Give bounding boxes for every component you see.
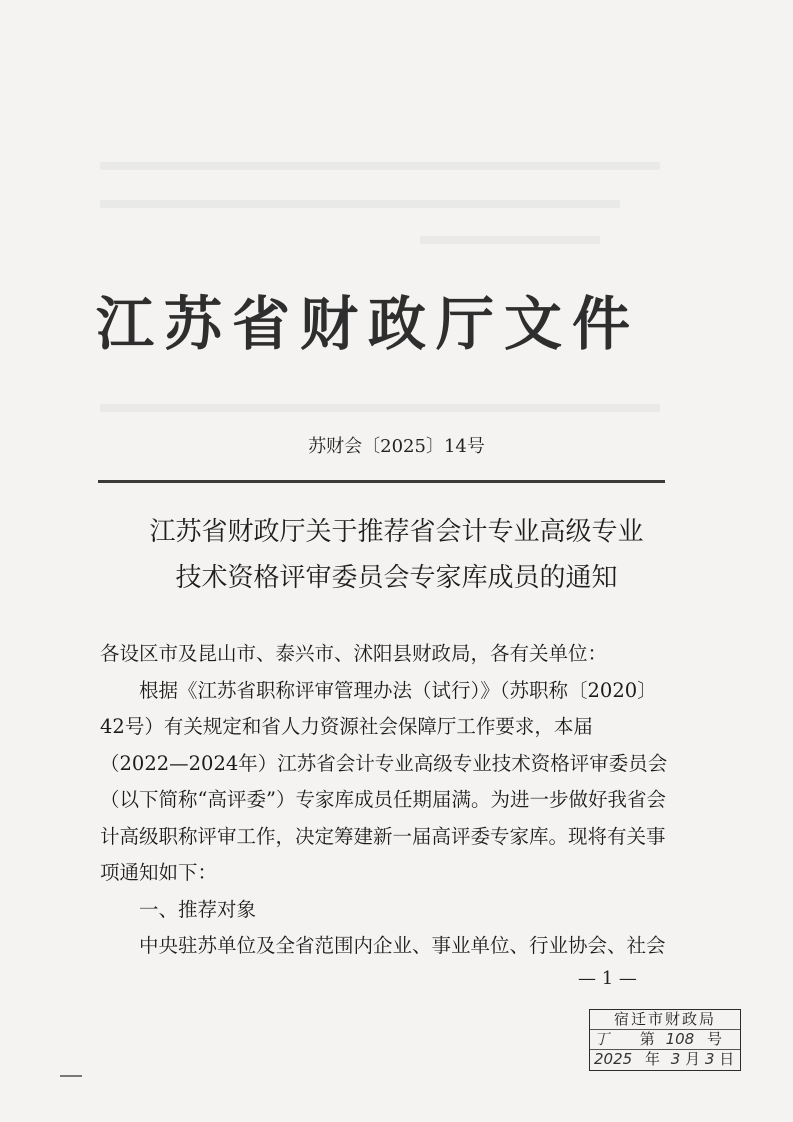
page-number: — 1 — [578, 968, 637, 989]
stamp-prefix: 丁 [594, 1030, 610, 1048]
header-divider [98, 480, 665, 483]
stamp-label-day: 日 [719, 1050, 735, 1068]
document-number: 苏财会〔2025〕14号 [308, 436, 485, 457]
stamp-year: 2025 [594, 1050, 633, 1068]
bleed-through-mark [100, 404, 660, 412]
receipt-stamp [589, 1009, 741, 1071]
stamp-day: 3 [704, 1050, 715, 1068]
bleed-through-mark [420, 236, 600, 244]
body-text [100, 636, 666, 965]
paragraph-line: （以下简称“高评委”）专家库成员任期届满。为进一步做好我省会 [100, 788, 666, 811]
stamp-number-row [590, 1030, 740, 1050]
margin-mark [60, 1075, 82, 1077]
stamp-number: 108 [665, 1030, 695, 1048]
stamp-label-year: 年 [644, 1050, 660, 1068]
paragraph-line: （2022—2024年）江苏省会计专业高级专业技术资格评审委员会 [100, 751, 668, 775]
stamp-label-hao: 号 [707, 1030, 723, 1048]
bleed-through-mark [100, 162, 660, 170]
section-heading: 一、推荐对象 [139, 897, 257, 921]
stamp-month: 3 [670, 1050, 681, 1068]
paragraph-line: 计高级职称评审工作，决定筹建新一届高评委专家库。现将有关事 [100, 824, 666, 848]
stamp-date-row [590, 1050, 740, 1069]
stamp-label-month: 月 [685, 1050, 701, 1068]
stamp-org: 宿迁市财政局 [590, 1010, 740, 1030]
paragraph-line: 中央驻苏单位及全省范围内企业、事业单位、行业协会、社会 [139, 934, 666, 957]
paragraph-line: 根据《江苏省职称评审管理办法（试行）》（苏职称〔2020〕 [139, 678, 657, 702]
masthead-title: 江苏省财政厅文件 [96, 290, 641, 358]
stamp-label-no: 第 [639, 1030, 655, 1048]
paragraph-line: 42号）有关规定和省人力资源社会保障厅工作要求，本届 [100, 715, 593, 738]
bleed-through-mark [100, 200, 620, 208]
paragraph-line: 项通知如下： [100, 861, 218, 884]
notice-title-line-2: 技术资格评审委员会专家库成员的通知 [175, 563, 618, 593]
notice-title-line-1: 江苏省财政厅关于推荐省会计专业高级专业 [149, 517, 644, 547]
salutation: 各设区市及昆山市、泰兴市、沭阳县财政局，各有关单位： [100, 642, 608, 665]
